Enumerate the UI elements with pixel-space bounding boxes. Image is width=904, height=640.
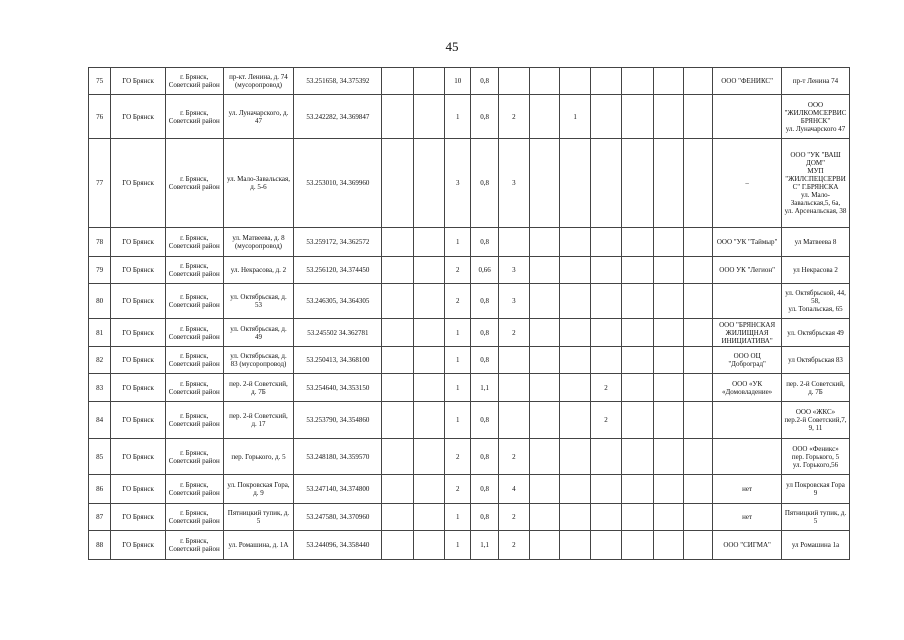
district-cell: г. Брянск, Советский район <box>165 68 223 95</box>
count-cell <box>622 284 653 319</box>
container-count-cell: 10 <box>445 68 471 95</box>
count-cell <box>622 228 653 257</box>
waste-sources-cell: ул. Октябрьской, 44, 58, ул. Топальская, 65 <box>782 284 850 319</box>
address-cell: ул. Луначарского, д. 47 <box>223 95 294 139</box>
empty-cell <box>413 531 444 560</box>
count-cell: 3 <box>498 139 529 228</box>
count-cell <box>622 95 653 139</box>
empty-cell <box>413 68 444 95</box>
page-number: 45 <box>445 39 459 54</box>
municipality-cell: ГО Брянск <box>111 95 166 139</box>
coordinates-cell: 53.254640, 34.353150 <box>294 374 382 402</box>
container-volume-cell: 0,66 <box>471 257 498 284</box>
empty-cell <box>413 284 444 319</box>
count-cell <box>530 475 560 504</box>
municipality-cell: ГО Брянск <box>111 531 166 560</box>
organization-cell <box>713 439 782 475</box>
table-row <box>89 402 850 439</box>
row-number: 81 <box>89 319 111 347</box>
district-cell: г. Брянск, Советский район <box>165 319 223 347</box>
organization-cell <box>713 284 782 319</box>
count-cell: 3 <box>498 284 529 319</box>
address-cell: пер. Горького, д. 5 <box>223 439 294 475</box>
count-cell <box>498 228 529 257</box>
container-count-cell: 1 <box>445 531 471 560</box>
count-cell <box>530 139 560 228</box>
waste-sources-cell: Пятницкий тупик, д. 5 <box>782 504 850 531</box>
coordinates-cell: 53.253790, 34.354860 <box>294 402 382 439</box>
container-volume-cell: 0,8 <box>471 402 498 439</box>
count-cell: 2 <box>498 504 529 531</box>
count-cell <box>530 374 560 402</box>
count-cell: 2 <box>498 95 529 139</box>
count-cell: 1 <box>560 95 590 139</box>
table-row <box>89 284 850 319</box>
empty-cell <box>382 257 413 284</box>
empty-cell <box>382 504 413 531</box>
waste-sources-cell: ООО «ЖКС» пер.2-й Советский,7, 9, 11 <box>782 402 850 439</box>
organization-cell <box>713 95 782 139</box>
table-row <box>89 319 850 347</box>
table-row <box>89 531 850 560</box>
organization-cell: – <box>713 139 782 228</box>
container-volume-cell: 0,8 <box>471 475 498 504</box>
container-volume-cell: 0,8 <box>471 95 498 139</box>
count-cell <box>590 504 621 531</box>
count-cell <box>590 347 621 374</box>
coordinates-cell: 53.247140, 34.374800 <box>294 475 382 504</box>
count-cell <box>498 68 529 95</box>
count-cell <box>530 228 560 257</box>
container-volume-cell: 0,8 <box>471 139 498 228</box>
district-cell: г. Брянск, Советский район <box>165 228 223 257</box>
container-volume-cell: 0,8 <box>471 347 498 374</box>
count-cell <box>683 402 712 439</box>
empty-cell <box>382 95 413 139</box>
row-number: 80 <box>89 284 111 319</box>
coordinates-cell: 53.251658, 34.375392 <box>294 68 382 95</box>
table-row <box>89 504 850 531</box>
table-row <box>89 228 850 257</box>
row-number: 84 <box>89 402 111 439</box>
empty-cell <box>382 374 413 402</box>
table-row <box>89 439 850 475</box>
count-cell <box>560 531 590 560</box>
container-volume-cell: 0,8 <box>471 504 498 531</box>
address-cell: ул. Октябрьская, д. 49 <box>223 319 294 347</box>
waste-sources-cell: пер. 2-й Советский, д. 7Б <box>782 374 850 402</box>
table-row <box>89 95 850 139</box>
count-cell <box>683 284 712 319</box>
count-cell <box>683 475 712 504</box>
empty-cell <box>413 374 444 402</box>
address-cell: пер. 2-й Советский, д. 17 <box>223 402 294 439</box>
coordinates-cell: 53.246305, 34.364305 <box>294 284 382 319</box>
count-cell <box>622 439 653 475</box>
empty-cell <box>382 284 413 319</box>
row-number: 78 <box>89 228 111 257</box>
empty-cell <box>413 257 444 284</box>
container-count-cell: 2 <box>445 439 471 475</box>
municipality-cell: ГО Брянск <box>111 68 166 95</box>
count-cell <box>653 228 683 257</box>
count-cell <box>560 228 590 257</box>
count-cell <box>590 531 621 560</box>
district-cell: г. Брянск, Советский район <box>165 475 223 504</box>
district-cell: г. Брянск, Советский район <box>165 284 223 319</box>
count-cell <box>683 374 712 402</box>
coordinates-cell: 53.253010, 34.369960 <box>294 139 382 228</box>
count-cell <box>622 347 653 374</box>
district-cell: г. Брянск, Советский район <box>165 95 223 139</box>
count-cell <box>530 319 560 347</box>
count-cell <box>590 139 621 228</box>
count-cell <box>683 439 712 475</box>
organization-cell: ООО "УК "Таймыр" <box>713 228 782 257</box>
count-cell <box>653 402 683 439</box>
table-row <box>89 257 850 284</box>
address-cell: ул. Октябрьская, д. 83 (мусоропровод) <box>223 347 294 374</box>
empty-cell <box>382 319 413 347</box>
empty-cell <box>413 95 444 139</box>
count-cell <box>622 319 653 347</box>
district-cell: г. Брянск, Советский район <box>165 347 223 374</box>
count-cell <box>683 347 712 374</box>
count-cell <box>560 68 590 95</box>
empty-cell <box>382 475 413 504</box>
waste-sites-table <box>88 67 850 560</box>
district-cell: г. Брянск, Советский район <box>165 531 223 560</box>
count-cell <box>683 228 712 257</box>
count-cell <box>590 439 621 475</box>
count-cell <box>683 531 712 560</box>
count-cell <box>653 139 683 228</box>
organization-cell: ООО "ФЕНИКС" <box>713 68 782 95</box>
address-cell: Пятницкий тупик, д. 5 <box>223 504 294 531</box>
district-cell: г. Брянск, Советский район <box>165 504 223 531</box>
address-cell: ул. Некрасова, д. 2 <box>223 257 294 284</box>
count-cell <box>560 504 590 531</box>
container-count-cell: 1 <box>445 402 471 439</box>
district-cell: г. Брянск, Советский район <box>165 257 223 284</box>
count-cell <box>498 347 529 374</box>
count-cell <box>560 139 590 228</box>
waste-sources-cell: ООО "УК "ВАШ ДОМ" МУП "ЖИЛСПЕЦСЕРВИ С" Г.БРЯНСКА ул. Мало- Завальская,5, 6а, ул. Арсенальская, 38 <box>782 139 850 228</box>
count-cell: 3 <box>498 257 529 284</box>
empty-cell <box>413 347 444 374</box>
count-cell <box>590 68 621 95</box>
row-number: 85 <box>89 439 111 475</box>
count-cell <box>622 139 653 228</box>
count-cell <box>530 257 560 284</box>
count-cell <box>683 68 712 95</box>
count-cell <box>653 439 683 475</box>
waste-sources-cell: ООО "ЖИЛКОМСЕРВИС БРЯНСК" ул. Луначарского 47 <box>782 95 850 139</box>
district-cell: г. Брянск, Советский район <box>165 402 223 439</box>
count-cell <box>590 95 621 139</box>
count-cell <box>560 402 590 439</box>
coordinates-cell: 53.242282, 34.369847 <box>294 95 382 139</box>
count-cell: 2 <box>498 319 529 347</box>
count-cell <box>498 402 529 439</box>
address-cell: пер. 2-й Советский, д. 7Б <box>223 374 294 402</box>
count-cell <box>560 319 590 347</box>
waste-sources-cell: ул Матвеева 8 <box>782 228 850 257</box>
organization-cell: ООО "СИГМА" <box>713 531 782 560</box>
row-number: 83 <box>89 374 111 402</box>
empty-cell <box>382 439 413 475</box>
count-cell <box>560 284 590 319</box>
container-count-cell: 1 <box>445 347 471 374</box>
count-cell <box>622 504 653 531</box>
organization-cell: ООО «УК «Домовладение» <box>713 374 782 402</box>
container-volume-cell: 1,1 <box>471 531 498 560</box>
municipality-cell: ГО Брянск <box>111 139 166 228</box>
count-cell <box>653 95 683 139</box>
table-body <box>89 68 850 560</box>
count-cell <box>590 475 621 504</box>
count-cell <box>590 228 621 257</box>
count-cell <box>622 402 653 439</box>
count-cell <box>622 475 653 504</box>
table-row <box>89 374 850 402</box>
count-cell <box>653 284 683 319</box>
count-cell <box>683 139 712 228</box>
coordinates-cell: 53.259172, 34.362572 <box>294 228 382 257</box>
count-cell: 2 <box>498 439 529 475</box>
count-cell <box>530 95 560 139</box>
count-cell: 2 <box>590 402 621 439</box>
coordinates-cell: 53.244096, 34.358440 <box>294 531 382 560</box>
municipality-cell: ГО Брянск <box>111 284 166 319</box>
empty-cell <box>413 139 444 228</box>
count-cell <box>560 347 590 374</box>
count-cell <box>653 531 683 560</box>
waste-sources-cell: ул Покровская Гора 9 <box>782 475 850 504</box>
empty-cell <box>382 139 413 228</box>
table-row <box>89 475 850 504</box>
organization-cell: ООО "БРЯНСКАЯ ЖИЛИЩНАЯ ИНИЦИАТИВА" <box>713 319 782 347</box>
count-cell <box>560 475 590 504</box>
row-number: 79 <box>89 257 111 284</box>
empty-cell <box>382 531 413 560</box>
count-cell <box>530 284 560 319</box>
organization-cell: нет <box>713 504 782 531</box>
container-count-cell: 2 <box>445 475 471 504</box>
count-cell <box>683 504 712 531</box>
row-number: 87 <box>89 504 111 531</box>
municipality-cell: ГО Брянск <box>111 347 166 374</box>
address-cell: ул. Мало-Завальская, д. 5-6 <box>223 139 294 228</box>
address-cell: пр-кт. Ленина, д. 74 (мусоропровод) <box>223 68 294 95</box>
count-cell <box>590 284 621 319</box>
coordinates-cell: 53.250413, 34.368100 <box>294 347 382 374</box>
empty-cell <box>413 439 444 475</box>
waste-sources-cell: ул. Октябрьская 49 <box>782 319 850 347</box>
district-cell: г. Брянск, Советский район <box>165 439 223 475</box>
count-cell: 4 <box>498 475 529 504</box>
municipality-cell: ГО Брянск <box>111 439 166 475</box>
municipality-cell: ГО Брянск <box>111 374 166 402</box>
count-cell <box>622 374 653 402</box>
organization-cell <box>713 402 782 439</box>
count-cell: 2 <box>498 531 529 560</box>
coordinates-cell: 53.248180, 34.359570 <box>294 439 382 475</box>
count-cell <box>622 257 653 284</box>
municipality-cell: ГО Брянск <box>111 319 166 347</box>
municipality-cell: ГО Брянск <box>111 257 166 284</box>
table-row <box>89 139 850 228</box>
waste-sources-cell: ул Ромашина 1а <box>782 531 850 560</box>
count-cell <box>560 374 590 402</box>
waste-sources-cell: пр-т Ленина 74 <box>782 68 850 95</box>
count-cell <box>560 439 590 475</box>
container-count-cell: 3 <box>445 139 471 228</box>
municipality-cell: ГО Брянск <box>111 504 166 531</box>
count-cell <box>653 68 683 95</box>
count-cell: 2 <box>590 374 621 402</box>
empty-cell <box>413 228 444 257</box>
empty-cell <box>413 402 444 439</box>
row-number: 75 <box>89 68 111 95</box>
district-cell: г. Брянск, Советский район <box>165 139 223 228</box>
container-volume-cell: 0,8 <box>471 319 498 347</box>
empty-cell <box>413 319 444 347</box>
empty-cell <box>382 228 413 257</box>
container-count-cell: 1 <box>445 374 471 402</box>
container-count-cell: 2 <box>445 284 471 319</box>
table-row <box>89 347 850 374</box>
count-cell <box>622 68 653 95</box>
waste-sources-cell: ООО «Феникс» пер. Горького, 5 ул. Горького,56 <box>782 439 850 475</box>
container-count-cell: 2 <box>445 257 471 284</box>
address-cell: ул. Покровская Гора, д. 9 <box>223 475 294 504</box>
row-number: 88 <box>89 531 111 560</box>
empty-cell <box>382 347 413 374</box>
organization-cell: нет <box>713 475 782 504</box>
count-cell <box>530 402 560 439</box>
address-cell: ул. Матвеева, д. 8 (мусоропровод) <box>223 228 294 257</box>
container-count-cell: 1 <box>445 319 471 347</box>
row-number: 77 <box>89 139 111 228</box>
count-cell <box>653 347 683 374</box>
count-cell <box>683 257 712 284</box>
container-volume-cell: 1,1 <box>471 374 498 402</box>
container-volume-cell: 0,8 <box>471 228 498 257</box>
municipality-cell: ГО Брянск <box>111 475 166 504</box>
container-volume-cell: 0,8 <box>471 439 498 475</box>
municipality-cell: ГО Брянск <box>111 402 166 439</box>
coordinates-cell: 53.247580, 34.370960 <box>294 504 382 531</box>
waste-sources-cell: ул Октябрьская 83 <box>782 347 850 374</box>
count-cell <box>653 504 683 531</box>
count-cell <box>530 531 560 560</box>
empty-cell <box>413 504 444 531</box>
count-cell <box>653 475 683 504</box>
waste-sources-cell: ул Некрасова 2 <box>782 257 850 284</box>
count-cell <box>653 257 683 284</box>
count-cell <box>622 531 653 560</box>
table-row <box>89 68 850 95</box>
empty-cell <box>382 402 413 439</box>
empty-cell <box>413 475 444 504</box>
count-cell <box>530 504 560 531</box>
count-cell <box>590 319 621 347</box>
count-cell <box>590 257 621 284</box>
count-cell <box>530 68 560 95</box>
count-cell <box>653 319 683 347</box>
container-count-cell: 1 <box>445 504 471 531</box>
organization-cell: ООО ОЦ "Доброград" <box>713 347 782 374</box>
row-number: 86 <box>89 475 111 504</box>
address-cell: ул. Ромашина, д. 1А <box>223 531 294 560</box>
container-count-cell: 1 <box>445 228 471 257</box>
container-volume-cell: 0,8 <box>471 284 498 319</box>
count-cell <box>530 439 560 475</box>
district-cell: г. Брянск, Советский район <box>165 374 223 402</box>
organization-cell: ООО УК "Легион" <box>713 257 782 284</box>
address-cell: ул. Октябрьская, д. 53 <box>223 284 294 319</box>
count-cell <box>560 257 590 284</box>
row-number: 82 <box>89 347 111 374</box>
empty-cell <box>382 68 413 95</box>
container-count-cell: 1 <box>445 95 471 139</box>
coordinates-cell: 53.245502 34.362781 <box>294 319 382 347</box>
count-cell <box>683 95 712 139</box>
coordinates-cell: 53.256120, 34.374450 <box>294 257 382 284</box>
municipality-cell: ГО Брянск <box>111 228 166 257</box>
count-cell <box>683 319 712 347</box>
count-cell <box>530 347 560 374</box>
count-cell <box>498 374 529 402</box>
count-cell <box>653 374 683 402</box>
row-number: 76 <box>89 95 111 139</box>
container-volume-cell: 0,8 <box>471 68 498 95</box>
